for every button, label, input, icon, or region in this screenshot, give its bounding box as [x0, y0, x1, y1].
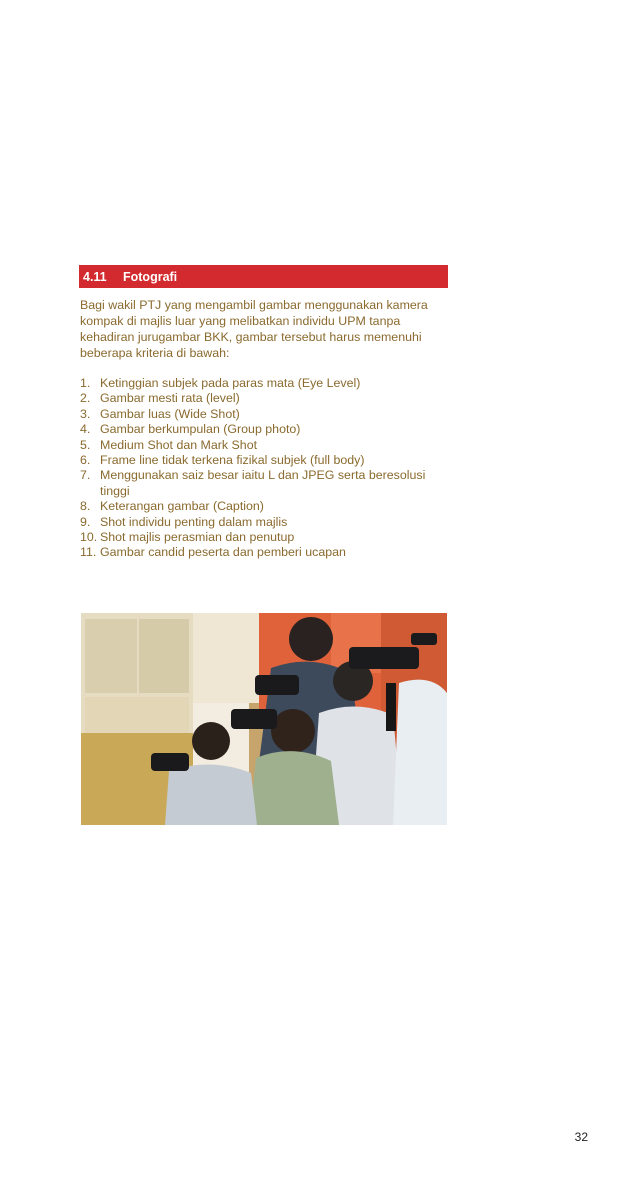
list-item-text: Menggunakan saiz besar iaitu L dan JPEG serta beresolusi tinggi — [100, 468, 426, 498]
list-item — [80, 499, 452, 514]
photographers-photo — [81, 613, 447, 825]
list-item-text: Shot majlis perasmian dan penutup — [100, 530, 295, 545]
list-item-text: Frame line tidak terkena fizikal subjek (full body) — [100, 453, 365, 468]
list-item-text: Gambar berkumpulan (Group photo) — [100, 422, 301, 437]
list-item-number: 3. — [80, 406, 91, 421]
section-number: 4.11 — [83, 269, 107, 284]
list-item-number: 6. — [80, 453, 91, 468]
list-item-number: 8. — [80, 499, 91, 514]
criteria-list — [80, 376, 452, 561]
list-item-number: 7. — [80, 468, 91, 483]
list-item-text: Keterangan gambar (Caption) — [100, 499, 264, 514]
list-item-number: 5. — [80, 437, 91, 452]
list-item-text: Ketinggian subjek pada paras mata (Eye Level) — [100, 376, 361, 390]
list-item — [80, 545, 452, 560]
list-item-text: Gambar candid peserta dan pemberi ucapan — [100, 545, 346, 560]
section-header — [79, 265, 448, 288]
list-item — [80, 376, 452, 391]
list-item-text: Gambar luas (Wide Shot) — [100, 406, 240, 421]
list-item — [80, 391, 452, 406]
list-item-number: 9. — [80, 514, 91, 529]
list-item-number: 10. — [80, 530, 98, 545]
list-item — [80, 407, 452, 422]
list-item — [80, 438, 452, 453]
list-item — [80, 515, 452, 530]
list-item — [80, 468, 452, 499]
list-item — [80, 530, 452, 545]
list-item-number: 4. — [80, 422, 91, 437]
list-item-text: Shot individu penting dalam majlis — [100, 514, 288, 529]
section-title: Fotografi — [123, 269, 178, 284]
list-item — [80, 422, 452, 437]
list-item-number: 1. — [80, 376, 91, 390]
list-item-text: Medium Shot dan Mark Shot — [100, 437, 258, 452]
list-item-text: Gambar mesti rata (level) — [100, 391, 240, 406]
page-number: 32 — [574, 1130, 588, 1144]
list-item-number: 11. — [80, 545, 97, 560]
list-item — [80, 453, 452, 468]
list-item-number: 2. — [80, 391, 91, 406]
intro-paragraph: Bagi wakil PTJ yang mengambil gambar menggunakan kamera kompak di majlis luar yang melibatkan individu UPM tanpa kehadiran jurugambar BKK, gambar tersebut harus memenuhi beberapa kriteria di bawah: — [80, 298, 428, 360]
